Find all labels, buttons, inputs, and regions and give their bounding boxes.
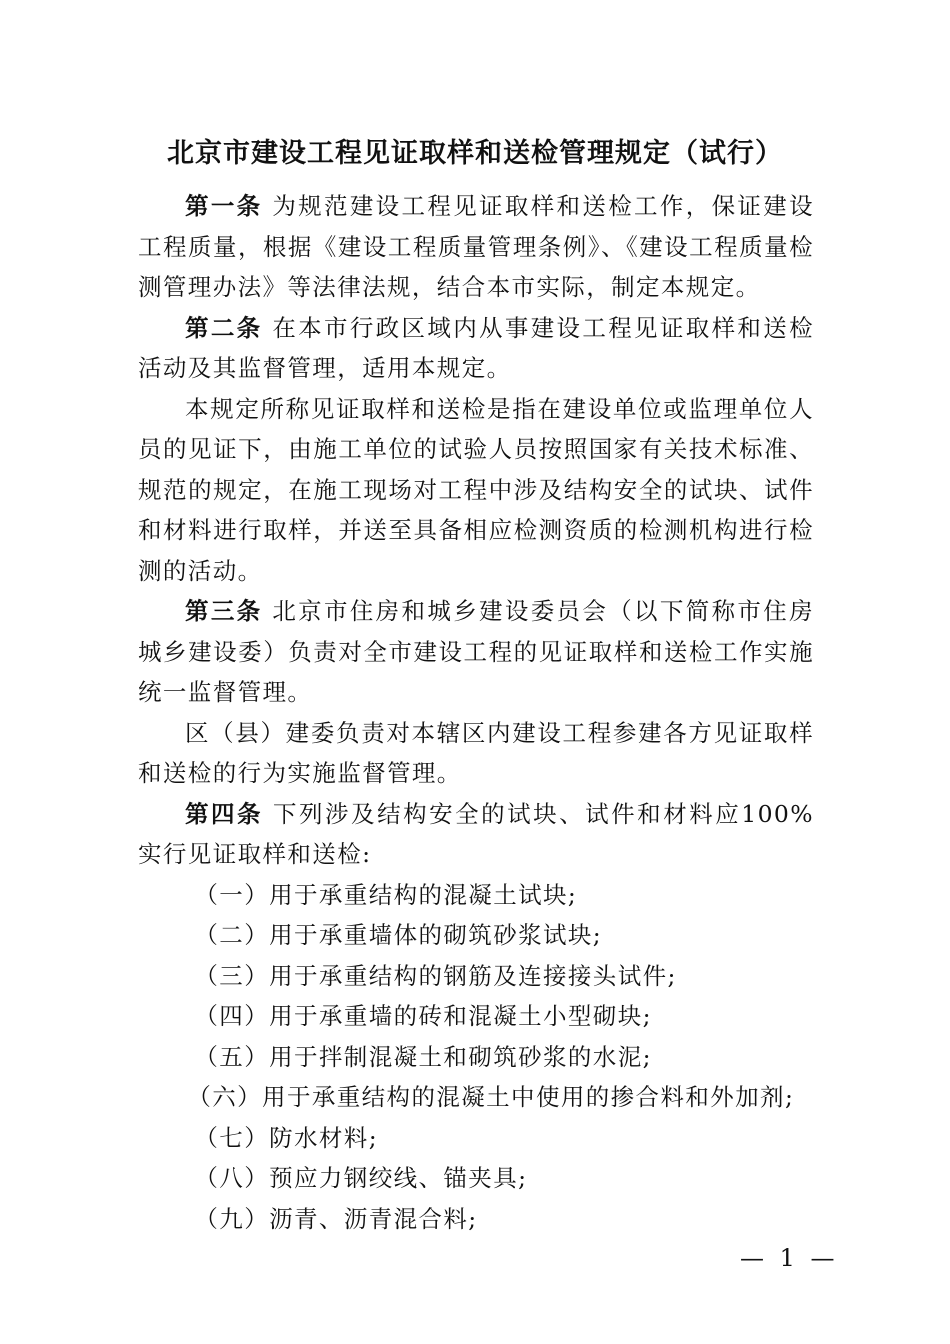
article-1-label: 第一条 bbox=[185, 192, 263, 220]
page-number: — 1 — bbox=[740, 1244, 839, 1272]
article-2-label: 第二条 bbox=[185, 313, 263, 342]
article-2-text: 在本市行政区域内从事建设工程见证取样和送检活动及其监督管理，适用本规定。 bbox=[138, 313, 814, 382]
article-1-text: 为规范建设工程见证取样和送检工作，保证建设工程质量，根据《建设工程质量管理条例》、《建设工程质量检测管理办法》等法律法规，结合本市实际，制定本规定。 bbox=[138, 192, 814, 301]
article-2 bbox=[138, 308, 814, 389]
list-item: （九）沥青、沥青混合料; bbox=[194, 1204, 478, 1233]
article-3-paragraph-2: 区（县）建委负责对本辖区内建设工程参建各方见证取样和送检的行为实施监督管理。 bbox=[138, 718, 814, 787]
article-1 bbox=[138, 186, 814, 308]
list-item: （六）用于承重结构的混凝土中使用的掺合料和外加剂; bbox=[187, 1083, 795, 1111]
article-3-label: 第三条 bbox=[185, 597, 263, 625]
list-item: （四）用于承重墙的砖和混凝土小型砌块; bbox=[194, 1002, 652, 1030]
document-title: 北京市建设工程见证取样和送检管理规定（试行） bbox=[167, 138, 783, 169]
article-3 bbox=[138, 591, 814, 713]
article-4-text: 下列涉及结构安全的试块、试件和材料应100%实行见证取样和送检: bbox=[138, 799, 815, 868]
article-2-paragraph-2: 本规定所称见证取样和送检是指在建设单位或监理单位人员的见证下，由施工单位的试验人员按照国家有关技术标准、规范的规定，在施工现场对工程中涉及结构安全的试块、试件和材料进行取样，并送至具备相应检测资质的检测机构进行检测的活动。 bbox=[138, 394, 814, 585]
article-4-label: 第四条 bbox=[185, 799, 264, 828]
list-item: （一）用于承重结构的混凝土试块; bbox=[194, 880, 578, 909]
list-item: （三）用于承重结构的钢筋及连接接头试件; bbox=[194, 961, 677, 990]
document-body bbox=[138, 186, 814, 1239]
list-item: （七）防水材料; bbox=[194, 1123, 379, 1152]
list-item: （五）用于拌制混凝土和砌筑砂浆的水泥; bbox=[194, 1042, 652, 1071]
list-item: （二）用于承重墙体的砌筑砂浆试块; bbox=[194, 921, 603, 949]
article-4 bbox=[138, 794, 814, 875]
article-3-text: 北京市住房和城乡建设委员会（以下简称市住房城乡建设委）负责对全市建设工程的见证取样和送检工作实施统一监督管理。 bbox=[138, 597, 814, 706]
list-item: （八）预应力钢绞线、锚夹具; bbox=[194, 1164, 528, 1192]
